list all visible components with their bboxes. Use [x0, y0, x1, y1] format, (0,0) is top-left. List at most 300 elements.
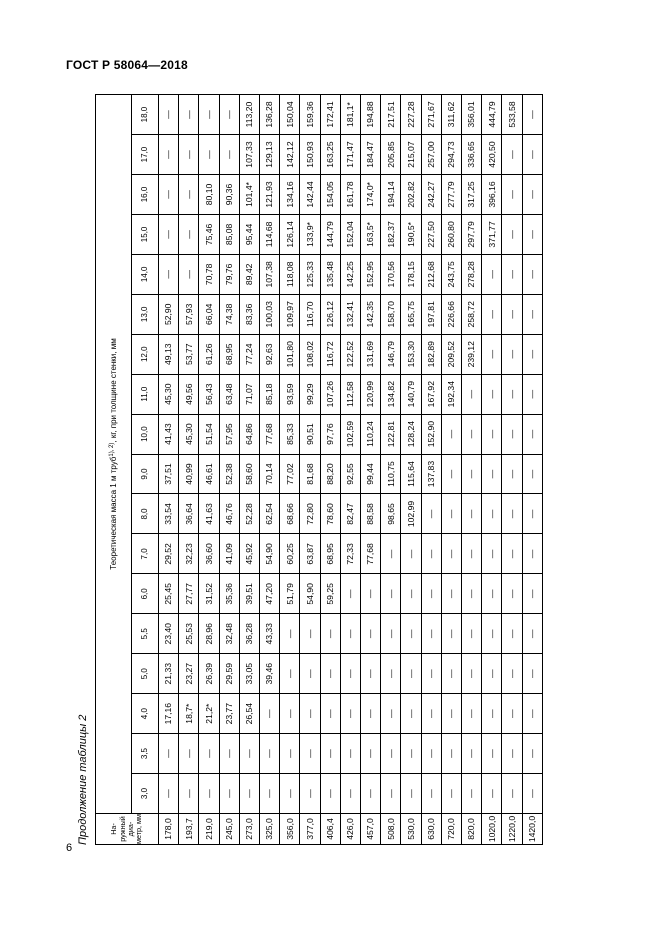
mass-cell: 85,18 [260, 374, 280, 414]
mass-cell: — [522, 574, 542, 614]
column-header-thickness: 17,0 [132, 135, 159, 175]
mass-cell: — [482, 454, 502, 494]
row-diameter: 356,0 [280, 814, 300, 845]
mass-cell: — [320, 694, 340, 734]
row-diameter: 273,0 [239, 814, 259, 845]
mass-cell: 182,89 [421, 334, 441, 374]
row-diameter: 1420,0 [522, 814, 542, 845]
column-header-thickness: 3,0 [132, 774, 159, 814]
mass-cell: — [361, 574, 381, 614]
mass-cell: — [421, 574, 441, 614]
mass-cell: 52,90 [159, 294, 179, 334]
mass-cell: 132,41 [340, 294, 360, 334]
mass-cell: 54,90 [260, 534, 280, 574]
mass-cell: 239,12 [462, 334, 482, 374]
mass-cell: 41,43 [159, 414, 179, 454]
mass-cell: 146,79 [381, 334, 401, 374]
mass-cell: — [381, 614, 401, 654]
mass-cell: 142,25 [340, 254, 360, 294]
column-header-thickness: 16,0 [132, 175, 159, 215]
mass-cell: 43,33 [260, 614, 280, 654]
mass-cell: 21,33 [159, 654, 179, 694]
mass-cell: 68,66 [280, 494, 300, 534]
table-row [401, 94, 421, 844]
table-row [239, 94, 259, 844]
mass-cell: 311,62 [441, 94, 461, 134]
mass-cell: — [482, 254, 502, 294]
column-header-thickness: 5,0 [132, 654, 159, 694]
mass-cell: 64,86 [239, 414, 259, 454]
mass-cell: 33,05 [239, 654, 259, 694]
mass-cell: 108,02 [300, 334, 320, 374]
mass-cell: — [502, 614, 522, 654]
mass-cell: — [522, 534, 542, 574]
mass-cell: 150,04 [280, 94, 300, 134]
mass-cell: 47,20 [260, 574, 280, 614]
mass-cell: — [441, 414, 461, 454]
mass-cell: 17,16 [159, 694, 179, 734]
row-diameter: 325,0 [260, 814, 280, 845]
mass-cell: — [199, 774, 219, 814]
mass-cell: — [300, 654, 320, 694]
mass-cell: 93,59 [280, 374, 300, 414]
mass-cell: — [401, 654, 421, 694]
mass-cell: 172,41 [320, 94, 340, 134]
table-row [179, 94, 199, 844]
mass-cell: — [482, 774, 502, 814]
mass-cell: 144,79 [320, 214, 340, 254]
row-diameter: 630,0 [421, 814, 441, 845]
mass-cell: 114,68 [260, 214, 280, 254]
mass-cell: 107,33 [239, 135, 259, 175]
mass-cell: 23,40 [159, 614, 179, 654]
column-header-thickness: 8,0 [132, 494, 159, 534]
mass-cell: 129,13 [260, 135, 280, 175]
mass-cell: — [482, 374, 502, 414]
mass-cell: 135,48 [320, 254, 340, 294]
mass-cell: 70,78 [199, 254, 219, 294]
mass-cell: 174,0* [361, 175, 381, 215]
mass-cell: 31,52 [199, 574, 219, 614]
mass-span-header-sup: 1), 2) [108, 442, 115, 457]
mass-cell: 126,14 [280, 214, 300, 254]
row-diameter: 406,4 [320, 814, 340, 845]
mass-cell: 121,93 [260, 175, 280, 215]
mass-cell: 57,93 [179, 294, 199, 334]
mass-cell: 190,5* [401, 214, 421, 254]
mass-cell: 35,36 [219, 574, 239, 614]
mass-cell: — [441, 614, 461, 654]
mass-cell: — [502, 414, 522, 454]
mass-cell: — [381, 574, 401, 614]
mass-cell: — [361, 614, 381, 654]
mass-cell: 45,92 [239, 534, 259, 574]
mass-cell: — [320, 734, 340, 774]
mass-cell: 396,16 [482, 175, 502, 215]
mass-cell: — [219, 94, 239, 134]
mass-cell: 136,28 [260, 94, 280, 134]
mass-cell: — [199, 135, 219, 175]
mass-cell: 92,63 [260, 334, 280, 374]
mass-cell: 74,38 [219, 294, 239, 334]
mass-cell: — [381, 694, 401, 734]
mass-cell: — [421, 494, 441, 534]
mass-cell: — [462, 614, 482, 654]
mass-cell: 49,13 [159, 334, 179, 374]
mass-cell: — [401, 574, 421, 614]
document-header: ГОСТ Р 58064—2018 [66, 58, 188, 72]
mass-cell: 112,58 [340, 374, 360, 414]
column-header-thickness: 5,5 [132, 614, 159, 654]
mass-cell: — [300, 694, 320, 734]
mass-cell: 63,87 [300, 534, 320, 574]
mass-cell: 101,4* [239, 175, 259, 215]
column-header-thickness: 6,0 [132, 574, 159, 614]
mass-cell: — [179, 254, 199, 294]
mass-cell: 163,25 [320, 135, 340, 175]
row-diameter: 457,0 [361, 814, 381, 845]
mass-cell: — [421, 534, 441, 574]
table-row [502, 94, 522, 844]
mass-cell: 159,36 [300, 94, 320, 134]
mass-cell: 215,07 [401, 135, 421, 175]
mass-cell: 152,95 [361, 254, 381, 294]
mass-cell: — [522, 414, 542, 454]
mass-cell: 88,58 [361, 494, 381, 534]
mass-cell: — [421, 654, 441, 694]
mass-cell: — [421, 694, 441, 734]
mass-cell: — [381, 734, 401, 774]
mass-cell: 28,96 [199, 614, 219, 654]
mass-cell: — [300, 774, 320, 814]
mass-cell: — [502, 454, 522, 494]
table-row [482, 94, 502, 844]
mass-cell: 258,72 [462, 294, 482, 334]
mass-cell: 154,05 [320, 175, 340, 215]
mass-cell: 45,30 [159, 374, 179, 414]
mass-cell: 85,33 [280, 414, 300, 454]
mass-cell: 294,73 [441, 135, 461, 175]
mass-cell: — [522, 654, 542, 694]
mass-cell: — [522, 694, 542, 734]
column-header-thickness: 12,0 [132, 334, 159, 374]
mass-cell: 57,95 [219, 414, 239, 454]
row-diameter: 377,0 [300, 814, 320, 845]
mass-cell: — [280, 614, 300, 654]
mass-cell: 242,27 [421, 175, 441, 215]
mass-cell: — [381, 534, 401, 574]
mass-cell: 92,55 [340, 454, 360, 494]
mass-cell: 89,42 [239, 254, 259, 294]
mass-cell: — [401, 774, 421, 814]
table-row [522, 94, 542, 844]
mass-cell: 163,5* [361, 214, 381, 254]
mass-cell: 36,28 [239, 614, 259, 654]
mass-cell: 142,12 [280, 135, 300, 175]
mass-cell: 46,76 [219, 494, 239, 534]
mass-cell: — [502, 254, 522, 294]
mass-cell: — [401, 694, 421, 734]
mass-cell: 70,14 [260, 454, 280, 494]
mass-cell: 116,72 [320, 334, 340, 374]
mass-cell: — [159, 135, 179, 175]
column-header-thickness: 11,0 [132, 374, 159, 414]
mass-cell: 81,68 [300, 454, 320, 494]
mass-cell: — [340, 614, 360, 654]
mass-cell: — [482, 334, 502, 374]
table-row [340, 94, 360, 844]
mass-cell: 39,51 [239, 574, 259, 614]
mass-cell: — [320, 614, 340, 654]
mass-span-header-tail: , кг, при толщине стенки, мм [108, 338, 118, 443]
mass-cell: — [280, 654, 300, 694]
mass-cell: — [441, 574, 461, 614]
mass-cell: 49,56 [179, 374, 199, 414]
mass-cell: — [462, 654, 482, 694]
mass-cell: — [159, 774, 179, 814]
column-header-thickness: 10,0 [132, 414, 159, 454]
row-diameter: 219,0 [199, 814, 219, 845]
mass-cell: — [260, 734, 280, 774]
mass-cell: 18,7* [179, 694, 199, 734]
mass-cell: 60,25 [280, 534, 300, 574]
mass-cell: 371,77 [482, 214, 502, 254]
mass-cell: — [522, 734, 542, 774]
mass-cell: — [280, 774, 300, 814]
mass-cell: — [421, 774, 441, 814]
mass-cell: — [239, 734, 259, 774]
mass-cell: — [179, 214, 199, 254]
mass-cell: 205,85 [381, 135, 401, 175]
mass-cell: 171,47 [340, 135, 360, 175]
mass-cell: 126,12 [320, 294, 340, 334]
mass-cell: 182,37 [381, 214, 401, 254]
column-header-thickness: 15,0 [132, 214, 159, 254]
mass-cell: 75,46 [199, 214, 219, 254]
mass-cell: 36,64 [179, 494, 199, 534]
mass-cell: 110,75 [381, 454, 401, 494]
mass-cell: — [522, 135, 542, 175]
mass-cell: 110,24 [361, 414, 381, 454]
mass-cell: — [482, 414, 502, 454]
mass-cell: 37,51 [159, 454, 179, 494]
mass-cell: — [441, 734, 461, 774]
mass-cell: 26,54 [239, 694, 259, 734]
mass-cell: 356,01 [462, 94, 482, 134]
mass-cell: 278,28 [462, 254, 482, 294]
mass-cell: 152,04 [340, 214, 360, 254]
mass-cell: 317,25 [462, 175, 482, 215]
column-header-thickness: 9,0 [132, 454, 159, 494]
mass-cell: — [502, 214, 522, 254]
mass-cell: 29,59 [219, 654, 239, 694]
mass-cell: 29,52 [159, 534, 179, 574]
mass-cell: 52,38 [219, 454, 239, 494]
mass-cell: 26,39 [199, 654, 219, 694]
mass-cell: 77,24 [239, 334, 259, 374]
mass-cell: — [502, 494, 522, 534]
mass-cell: 59,25 [320, 574, 340, 614]
mass-cell: 125,33 [300, 254, 320, 294]
mass-cell: — [219, 774, 239, 814]
mass-cell: — [462, 694, 482, 734]
mass-cell: 257,00 [421, 135, 441, 175]
mass-cell: 116,70 [300, 294, 320, 334]
table-row [219, 94, 239, 844]
mass-cell: — [502, 734, 522, 774]
table-row [159, 94, 179, 844]
mass-cell: 66,04 [199, 294, 219, 334]
mass-cell: 533,58 [502, 94, 522, 134]
mass-cell: 202,82 [401, 175, 421, 215]
mass-cell: 444,79 [482, 94, 502, 134]
mass-cell: 181,1* [340, 94, 360, 134]
table-row [280, 94, 300, 844]
mass-cell: — [340, 774, 360, 814]
mass-cell: — [522, 254, 542, 294]
mass-cell: — [482, 614, 502, 654]
mass-cell: 33,54 [159, 494, 179, 534]
mass-cell: — [300, 614, 320, 654]
mass-cell: — [401, 734, 421, 774]
table-row [441, 94, 461, 844]
mass-cell: 128,24 [401, 414, 421, 454]
mass-cell: — [199, 734, 219, 774]
mass-cell: — [462, 454, 482, 494]
mass-cell: 90,51 [300, 414, 320, 454]
mass-cell: — [401, 534, 421, 574]
mass-cell: 58,60 [239, 454, 259, 494]
mass-cell: — [179, 135, 199, 175]
mass-cell: — [502, 135, 522, 175]
mass-cell: 99,29 [300, 374, 320, 414]
mass-cell: 62,54 [260, 494, 280, 534]
mass-cell: 165,75 [401, 294, 421, 334]
mass-cell: — [340, 694, 360, 734]
table-row [381, 94, 401, 844]
mass-cell: — [482, 574, 502, 614]
mass-cell: 68,95 [320, 534, 340, 574]
mass-cell: 161,78 [340, 175, 360, 215]
row-diameter: 720,0 [441, 814, 461, 845]
mass-cell: 153,30 [401, 334, 421, 374]
mass-cell: 53,77 [179, 334, 199, 374]
mass-cell: — [361, 654, 381, 694]
row-diameter: 178,0 [159, 814, 179, 845]
mass-cell: — [522, 614, 542, 654]
mass-cell: 46,61 [199, 454, 219, 494]
mass-cell: 71,07 [239, 374, 259, 414]
mass-cell: 109,97 [280, 294, 300, 334]
mass-cell: 41,09 [219, 534, 239, 574]
table-row [421, 94, 441, 844]
mass-cell: — [320, 774, 340, 814]
mass-cell: 152,90 [421, 414, 441, 454]
mass-cell: — [441, 654, 461, 694]
mass-cell: 134,82 [381, 374, 401, 414]
mass-cell: — [179, 734, 199, 774]
mass-cell: — [482, 694, 502, 734]
mass-cell: — [361, 734, 381, 774]
mass-cell: 137,83 [421, 454, 441, 494]
mass-cell: 41,63 [199, 494, 219, 534]
row-diameter: 530,0 [401, 814, 421, 845]
mass-cell: 184,47 [361, 135, 381, 175]
mass-cell: 32,23 [179, 534, 199, 574]
table-caption: Продолжение таблицы 2 [77, 714, 89, 845]
mass-cell: 178,15 [401, 254, 421, 294]
mass-cell: 97,76 [320, 414, 340, 454]
mass-cell: — [219, 734, 239, 774]
mass-cell: 142,35 [361, 294, 381, 334]
mass-cell: 194,14 [381, 175, 401, 215]
mass-cell: 51,79 [280, 574, 300, 614]
mass-cell: — [441, 494, 461, 534]
mass-cell: — [462, 734, 482, 774]
mass-cell: 77,68 [361, 534, 381, 574]
row-diameter: 508,0 [381, 814, 401, 845]
mass-cell: — [502, 334, 522, 374]
mass-span-header-text: Теоретическая масса 1 м труб [108, 456, 118, 570]
mass-cell: 56,43 [199, 374, 219, 414]
mass-cell: 227,50 [421, 214, 441, 254]
mass-cell: 98,65 [381, 494, 401, 534]
mass-cell: 63,48 [219, 374, 239, 414]
mass-cell: — [159, 175, 179, 215]
mass-cell: — [320, 654, 340, 694]
mass-cell: 134,16 [280, 175, 300, 215]
mass-cell: 120,99 [361, 374, 381, 414]
mass-cell: 72,80 [300, 494, 320, 534]
mass-cell: 170,56 [381, 254, 401, 294]
mass-cell: — [441, 454, 461, 494]
mass-cell: 209,52 [441, 334, 461, 374]
mass-cell: 167,92 [421, 374, 441, 414]
mass-cell: 25,53 [179, 614, 199, 654]
mass-cell: — [482, 734, 502, 774]
mass-cell: 77,68 [260, 414, 280, 454]
mass-cell: — [462, 374, 482, 414]
mass-cell: 25,45 [159, 574, 179, 614]
mass-cell: — [482, 534, 502, 574]
mass-cell: — [502, 654, 522, 694]
mass-cell: 336,65 [462, 135, 482, 175]
table-row [300, 94, 320, 844]
mass-cell: 102,99 [401, 494, 421, 534]
mass-cell: — [462, 574, 482, 614]
mass-cell: 99,44 [361, 454, 381, 494]
mass-cell: 297,79 [462, 214, 482, 254]
mass-cell: — [401, 614, 421, 654]
mass-cell: — [340, 654, 360, 694]
mass-cell: 78,60 [320, 494, 340, 534]
mass-cell: — [179, 175, 199, 215]
mass-cell: 131,69 [361, 334, 381, 374]
mass-cell: — [522, 175, 542, 215]
column-header-thickness: 13,0 [132, 294, 159, 334]
mass-cell: — [179, 774, 199, 814]
mass-cell: 90,36 [219, 175, 239, 215]
table-row [462, 94, 482, 844]
mass-cell: 36,60 [199, 534, 219, 574]
mass-cell: 52,28 [239, 494, 259, 534]
mass-cell: — [159, 214, 179, 254]
mass-cell: — [502, 175, 522, 215]
table-row [199, 94, 219, 844]
mass-cell: 39,46 [260, 654, 280, 694]
mass-cell: — [441, 694, 461, 734]
mass-cell: — [381, 774, 401, 814]
